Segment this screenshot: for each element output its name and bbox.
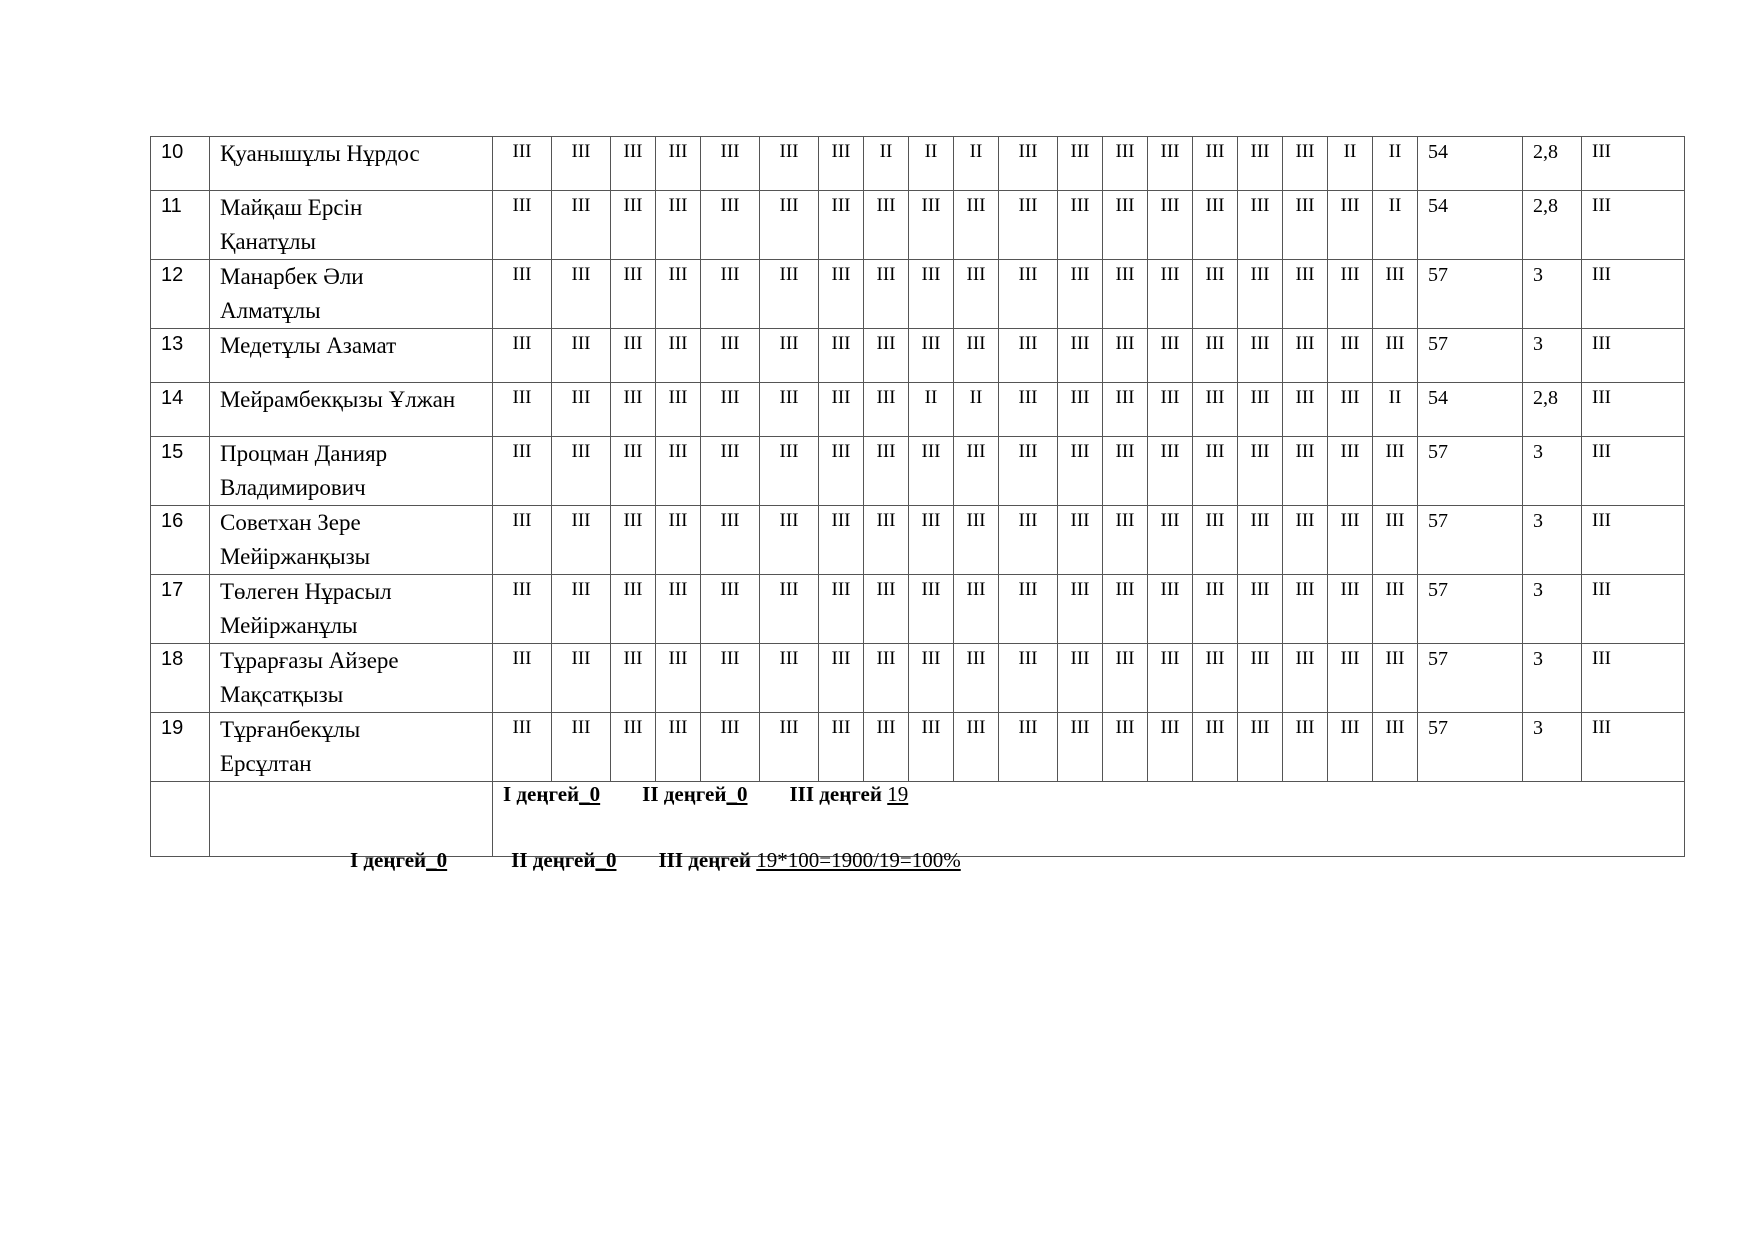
row-number: 17 — [151, 575, 210, 644]
level-cell: ІІІ — [1238, 260, 1283, 329]
level-cell: ІІІ — [1193, 383, 1238, 437]
level-cell: ІІІ — [954, 329, 999, 383]
level-cell: ІІІ — [1328, 713, 1373, 782]
level-cell: ІІІ — [611, 437, 656, 506]
level-cell: ІІІ — [656, 506, 701, 575]
final-level: ІІІ — [1582, 506, 1685, 575]
level-cell: ІІІ — [1373, 575, 1418, 644]
student-name-line: Тұрарғазы Айзере — [220, 648, 399, 673]
level-cell: ІІІ — [552, 506, 611, 575]
level-cell: ІІІ — [1373, 260, 1418, 329]
level-cell: ІІІ — [909, 506, 954, 575]
level-cell: ІІІ — [760, 575, 819, 644]
level-cell: ІІІ — [864, 506, 909, 575]
average-score: 3 — [1523, 644, 1582, 713]
student-name — [210, 383, 493, 437]
level-cell: ІІІ — [656, 437, 701, 506]
level-cell: ІІІ — [909, 329, 954, 383]
level-cell: ІІІ — [1193, 713, 1238, 782]
level-cell: ІІІ — [552, 137, 611, 191]
student-name-line: Владимирович — [220, 475, 366, 500]
final-level: ІІІ — [1582, 260, 1685, 329]
level-cell: ІІІ — [999, 260, 1058, 329]
level-cell: ІІІ — [1058, 383, 1103, 437]
level-cell: ІІІ — [1148, 644, 1193, 713]
level-cell: ІІІ — [1328, 260, 1373, 329]
average-score: 2,8 — [1523, 383, 1582, 437]
student-name-line: Төлеген Нұрасыл — [220, 579, 392, 604]
level-cell: ІІІ — [701, 575, 760, 644]
level-cell: ІІІ — [909, 437, 954, 506]
level-cell: ІІІ — [1103, 437, 1148, 506]
level-cell: ІІІ — [1238, 713, 1283, 782]
level-cell: ІІІ — [864, 329, 909, 383]
student-name — [210, 137, 493, 191]
level-cell: ІІІ — [760, 506, 819, 575]
table-row — [151, 506, 1685, 575]
average-score: 3 — [1523, 260, 1582, 329]
level-cell: ІІІ — [819, 713, 864, 782]
average-score: 3 — [1523, 437, 1582, 506]
table-row — [151, 644, 1685, 713]
level-cell: ІІІ — [1058, 191, 1103, 260]
level-cell: ІІІ — [656, 329, 701, 383]
level-cell: ІІІ — [1148, 437, 1193, 506]
level-cell: ІІІ — [1058, 329, 1103, 383]
level-cell: ІІІ — [1148, 713, 1193, 782]
level-cell: ІІІ — [819, 191, 864, 260]
level-cell: ІІІ — [909, 575, 954, 644]
level-cell: ІІІ — [1238, 329, 1283, 383]
level-cell: ІІІ — [1238, 644, 1283, 713]
row-number: 10 — [151, 137, 210, 191]
average-score: 3 — [1523, 575, 1582, 644]
student-name-line: Қанатұлы — [220, 229, 316, 254]
level-cell: ІІІ — [1283, 329, 1328, 383]
level-cell: ІІІ — [1148, 506, 1193, 575]
level-cell: ІІІ — [999, 329, 1058, 383]
level-cell: ІІІ — [1148, 191, 1193, 260]
level-cell: ІІІ — [1193, 191, 1238, 260]
final-level: ІІІ — [1582, 575, 1685, 644]
level-cell: ІІІ — [1328, 644, 1373, 713]
level-cell: ІІІ — [552, 713, 611, 782]
final-level: ІІІ — [1582, 437, 1685, 506]
level-cell: ІІІ — [1283, 137, 1328, 191]
row-number: 18 — [151, 644, 210, 713]
row-number: 13 — [151, 329, 210, 383]
level-cell: ІІІ — [611, 506, 656, 575]
level-cell: ІІІ — [1103, 329, 1148, 383]
level-cell: ІІІ — [1103, 506, 1148, 575]
level-cell: ІІ — [909, 137, 954, 191]
level-cell: ІІІ — [1283, 506, 1328, 575]
student-name — [210, 329, 493, 383]
summary-level-3-label: ІІІ деңгей — [789, 782, 882, 806]
level-cell: ІІІ — [656, 644, 701, 713]
summary-level-1-label: І деңгей — [503, 782, 580, 806]
level-cell: ІІІ — [1058, 137, 1103, 191]
total-score: 54 — [1418, 383, 1523, 437]
total-score: 57 — [1418, 329, 1523, 383]
level-cell: ІІІ — [552, 437, 611, 506]
level-cell: ІІІ — [819, 437, 864, 506]
level-cell: ІІІ — [1328, 383, 1373, 437]
level-cell: ІІІ — [1058, 644, 1103, 713]
level-cell: ІІІ — [760, 644, 819, 713]
level-cell: ІІІ — [701, 260, 760, 329]
level-cell: ІІІ — [999, 437, 1058, 506]
summary-level-2-value: _0 — [726, 782, 748, 806]
level-cell: ІІ — [1373, 137, 1418, 191]
table-row — [151, 383, 1685, 437]
student-name-line: Мейіржанқызы — [220, 544, 371, 569]
footer-level-3-value: 19*100=1900/19=100% — [756, 848, 961, 872]
total-score: 57 — [1418, 260, 1523, 329]
level-cell: ІІІ — [1148, 137, 1193, 191]
level-cell: ІІІ — [1148, 383, 1193, 437]
level-cell: ІІІ — [656, 575, 701, 644]
level-cell: ІІІ — [819, 137, 864, 191]
level-cell: ІІІ — [999, 137, 1058, 191]
level-cell: ІІІ — [760, 713, 819, 782]
total-score: 57 — [1418, 437, 1523, 506]
level-cell: ІІІ — [819, 260, 864, 329]
level-cell: ІІІ — [954, 644, 999, 713]
level-cell: ІІІ — [611, 575, 656, 644]
level-cell: ІІІ — [701, 191, 760, 260]
summary-level-3-value: 19 — [887, 782, 909, 806]
level-cell: ІІІ — [552, 329, 611, 383]
level-cell: ІІІ — [909, 713, 954, 782]
level-cell: ІІІ — [819, 506, 864, 575]
level-cell: ІІІ — [493, 437, 552, 506]
student-name-line: Мақсатқызы — [220, 682, 344, 707]
row-number: 12 — [151, 260, 210, 329]
level-cell: ІІІ — [701, 137, 760, 191]
level-cell: ІІІ — [1193, 506, 1238, 575]
level-cell: ІІІ — [954, 437, 999, 506]
summary-level-2-label: ІІ деңгей — [642, 782, 727, 806]
final-level: ІІІ — [1582, 329, 1685, 383]
student-name-line: Тұрғанбекұлы — [220, 717, 361, 742]
footer-level-1-value: _0 — [426, 848, 448, 872]
average-score: 3 — [1523, 713, 1582, 782]
student-name — [210, 644, 493, 713]
level-cell: ІІІ — [760, 329, 819, 383]
level-cell: ІІІ — [1193, 575, 1238, 644]
table-row — [151, 260, 1685, 329]
level-cell: ІІІ — [1283, 575, 1328, 644]
level-cell: ІІІ — [493, 260, 552, 329]
student-name-line: Советхан Зере — [220, 510, 361, 535]
level-cell: ІІІ — [1283, 437, 1328, 506]
level-cell: ІІІ — [1283, 713, 1328, 782]
level-cell: ІІ — [954, 383, 999, 437]
row-number: 14 — [151, 383, 210, 437]
student-name — [210, 575, 493, 644]
level-cell: ІІІ — [1103, 644, 1148, 713]
level-cell: ІІІ — [954, 713, 999, 782]
level-cell: ІІІ — [1148, 575, 1193, 644]
level-cell: ІІІ — [493, 575, 552, 644]
level-cell: ІІІ — [1238, 437, 1283, 506]
level-cell: ІІІ — [999, 506, 1058, 575]
level-cell: ІІІ — [1283, 191, 1328, 260]
level-cell: ІІІ — [1058, 260, 1103, 329]
level-cell: ІІІ — [819, 575, 864, 644]
level-cell: ІІІ — [1058, 506, 1103, 575]
table-row — [151, 575, 1685, 644]
level-cell: ІІІ — [1103, 260, 1148, 329]
level-cell: ІІІ — [611, 713, 656, 782]
average-score: 3 — [1523, 329, 1582, 383]
footer-level-2-value: _0 — [595, 848, 617, 872]
level-cell: ІІІ — [1328, 575, 1373, 644]
row-number: 16 — [151, 506, 210, 575]
summary-row — [151, 782, 1685, 857]
level-cell: ІІ — [954, 137, 999, 191]
level-cell: ІІІ — [493, 713, 552, 782]
student-name — [210, 506, 493, 575]
student-name-line: Мейрамбекқызы Ұлжан — [220, 387, 456, 412]
level-cell: ІІІ — [819, 383, 864, 437]
summary-empty-name — [210, 782, 493, 857]
level-cell: ІІІ — [954, 506, 999, 575]
level-cell: ІІ — [1373, 383, 1418, 437]
row-number: 19 — [151, 713, 210, 782]
average-score: 2,8 — [1523, 191, 1582, 260]
student-name-line: Қуанышұлы Нұрдос — [220, 141, 420, 166]
level-cell: ІІІ — [1058, 437, 1103, 506]
level-cell: ІІІ — [864, 713, 909, 782]
level-cell: ІІІ — [656, 260, 701, 329]
level-cell: ІІІ — [819, 644, 864, 713]
level-cell: ІІІ — [1373, 329, 1418, 383]
level-cell: ІІІ — [954, 260, 999, 329]
summary-text — [493, 782, 1685, 857]
table-row — [151, 137, 1685, 191]
level-cell: ІІІ — [611, 260, 656, 329]
level-cell: ІІІ — [552, 644, 611, 713]
level-cell: ІІІ — [1328, 437, 1373, 506]
level-cell: ІІІ — [909, 191, 954, 260]
level-cell: ІІІ — [1193, 644, 1238, 713]
level-cell: ІІІ — [999, 191, 1058, 260]
level-cell: ІІІ — [611, 329, 656, 383]
level-cell: ІІІ — [999, 575, 1058, 644]
level-cell: ІІІ — [864, 575, 909, 644]
average-score: 3 — [1523, 506, 1582, 575]
level-cell: ІІІ — [1238, 191, 1283, 260]
level-cell: ІІІ — [656, 713, 701, 782]
level-cell: ІІ — [1328, 137, 1373, 191]
total-score: 57 — [1418, 575, 1523, 644]
total-score: 57 — [1418, 506, 1523, 575]
level-cell: ІІІ — [1373, 437, 1418, 506]
table-row — [151, 191, 1685, 260]
level-cell: ІІІ — [864, 644, 909, 713]
level-cell: ІІІ — [1238, 575, 1283, 644]
level-cell: ІІІ — [999, 644, 1058, 713]
table-row — [151, 713, 1685, 782]
total-score: 54 — [1418, 137, 1523, 191]
row-number: 15 — [151, 437, 210, 506]
level-cell: ІІІ — [1058, 713, 1103, 782]
table-row — [151, 329, 1685, 383]
level-cell: ІІ — [1373, 191, 1418, 260]
level-cell: ІІІ — [864, 191, 909, 260]
level-cell: ІІІ — [909, 644, 954, 713]
level-cell: ІІІ — [864, 383, 909, 437]
level-cell: ІІІ — [760, 383, 819, 437]
level-cell: ІІІ — [611, 383, 656, 437]
level-cell: ІІІ — [493, 506, 552, 575]
footer-level-2-label: ІІ деңгей — [511, 848, 596, 872]
total-score: 57 — [1418, 644, 1523, 713]
level-cell: ІІІ — [493, 644, 552, 713]
level-cell: ІІІ — [701, 383, 760, 437]
level-cell: ІІІ — [909, 260, 954, 329]
level-cell: ІІІ — [1373, 713, 1418, 782]
student-name-line: Майқаш Ерсін — [220, 195, 363, 220]
level-cell: ІІІ — [1238, 506, 1283, 575]
level-cell: ІІІ — [760, 437, 819, 506]
level-cell: ІІІ — [1238, 137, 1283, 191]
level-cell: ІІІ — [1283, 260, 1328, 329]
final-level: ІІІ — [1582, 191, 1685, 260]
student-name — [210, 191, 493, 260]
level-cell: ІІ — [909, 383, 954, 437]
student-name-line: Медетұлы Азамат — [220, 333, 397, 358]
level-cell: ІІІ — [701, 506, 760, 575]
level-cell: ІІІ — [552, 575, 611, 644]
level-cell: ІІІ — [552, 383, 611, 437]
level-cell: ІІІ — [1148, 329, 1193, 383]
level-cell: ІІІ — [611, 644, 656, 713]
level-cell: ІІІ — [864, 437, 909, 506]
grade-table — [150, 136, 1685, 857]
final-level: ІІІ — [1582, 137, 1685, 191]
table-row — [151, 437, 1685, 506]
level-cell: ІІІ — [1283, 383, 1328, 437]
level-cell: ІІІ — [701, 644, 760, 713]
level-cell: ІІІ — [954, 191, 999, 260]
level-cell: ІІІ — [819, 329, 864, 383]
footer-level-3-label: ІІІ деңгей — [658, 848, 751, 872]
level-cell: ІІІ — [1103, 575, 1148, 644]
student-name-line: Алматұлы — [220, 298, 321, 323]
level-cell: ІІІ — [1103, 713, 1148, 782]
total-score: 54 — [1418, 191, 1523, 260]
level-cell: ІІІ — [701, 713, 760, 782]
level-cell: ІІІ — [1193, 329, 1238, 383]
total-score: 57 — [1418, 713, 1523, 782]
level-cell: ІІІ — [1103, 191, 1148, 260]
level-cell: ІІІ — [493, 383, 552, 437]
student-name — [210, 437, 493, 506]
level-cell: ІІІ — [760, 260, 819, 329]
level-cell: ІІІ — [552, 191, 611, 260]
level-cell: ІІІ — [1193, 437, 1238, 506]
footer-level-1-label: І деңгей — [350, 848, 427, 872]
level-cell: ІІІ — [493, 137, 552, 191]
level-cell: ІІІ — [1328, 506, 1373, 575]
footer-summary — [350, 848, 961, 873]
level-cell: ІІІ — [1058, 575, 1103, 644]
level-cell: ІІІ — [701, 437, 760, 506]
level-cell: ІІІ — [1373, 506, 1418, 575]
level-cell: ІІІ — [1148, 260, 1193, 329]
level-cell: ІІІ — [1193, 137, 1238, 191]
level-cell: ІІІ — [864, 260, 909, 329]
level-cell: ІІІ — [999, 383, 1058, 437]
level-cell: ІІІ — [1373, 644, 1418, 713]
level-cell: ІІІ — [1103, 383, 1148, 437]
level-cell: ІІІ — [1328, 191, 1373, 260]
level-cell: ІІІ — [1328, 329, 1373, 383]
student-name-line: Ерсұлтан — [220, 751, 312, 776]
level-cell: ІІІ — [656, 137, 701, 191]
level-cell: ІІІ — [552, 260, 611, 329]
level-cell: ІІІ — [656, 191, 701, 260]
level-cell: ІІІ — [611, 191, 656, 260]
average-score: 2,8 — [1523, 137, 1582, 191]
level-cell: ІІІ — [760, 137, 819, 191]
final-level: ІІІ — [1582, 644, 1685, 713]
level-cell: ІІІ — [656, 383, 701, 437]
student-name-line: Мейіржанұлы — [220, 613, 358, 638]
level-cell: ІІІ — [611, 137, 656, 191]
student-name-line: Манарбек Әли — [220, 264, 364, 289]
level-cell: ІІІ — [760, 191, 819, 260]
student-name-line: Процман Данияр — [220, 441, 388, 466]
summary-empty-num — [151, 782, 210, 857]
level-cell: ІІІ — [1238, 383, 1283, 437]
level-cell: ІІ — [864, 137, 909, 191]
row-number: 11 — [151, 191, 210, 260]
level-cell: ІІІ — [1103, 137, 1148, 191]
summary-level-1-value: _0 — [579, 782, 601, 806]
level-cell: ІІІ — [493, 191, 552, 260]
level-cell: ІІІ — [493, 329, 552, 383]
level-cell: ІІІ — [1193, 260, 1238, 329]
final-level: ІІІ — [1582, 383, 1685, 437]
level-cell: ІІІ — [701, 329, 760, 383]
final-level: ІІІ — [1582, 713, 1685, 782]
student-name — [210, 260, 493, 329]
student-name — [210, 713, 493, 782]
level-cell: ІІІ — [954, 575, 999, 644]
level-cell: ІІІ — [999, 713, 1058, 782]
level-cell: ІІІ — [1283, 644, 1328, 713]
